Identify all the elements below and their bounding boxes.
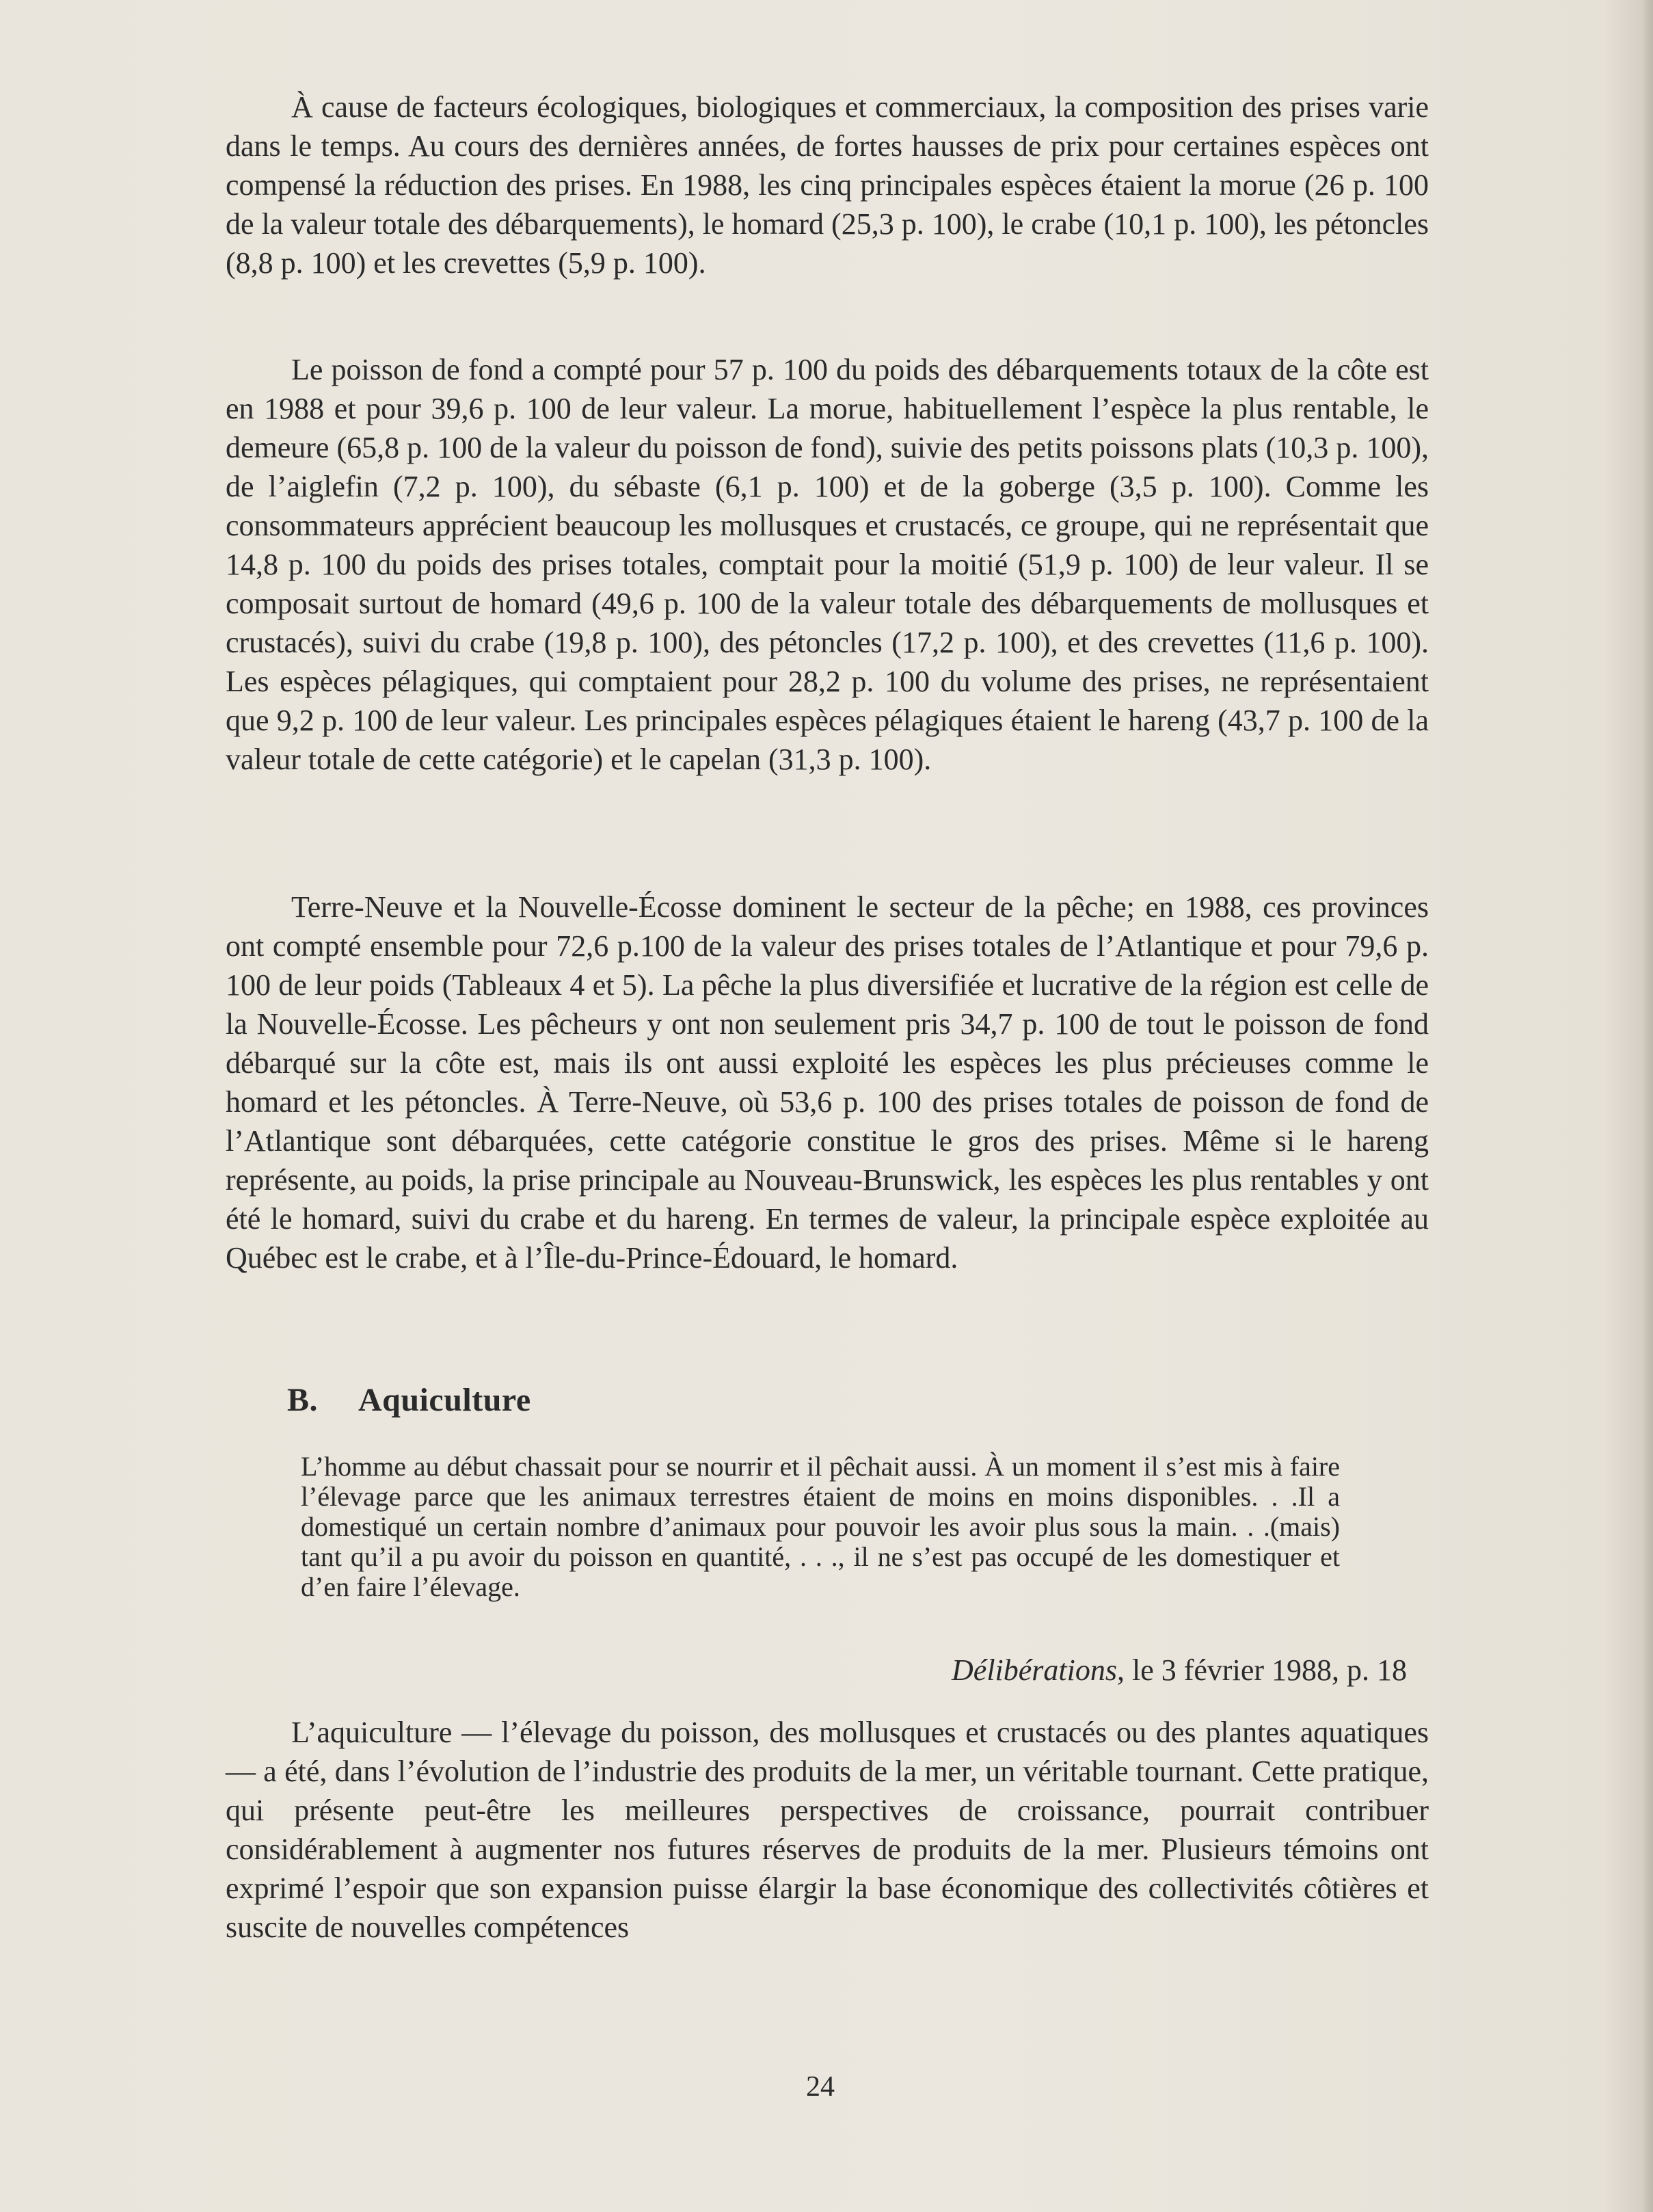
- paragraph-groundfish: Le poisson de fond a compté pour 57 p. 100 du poids des débarquements totaux de la côte est en 1988 et pour 39,6 p. 100 de leur valeur. La morue, habituellement l’espèce la plus rentable, le demeure (65,8 p. 100 de la valeur du poisson de fond), suivie des petits poissons plats (10,3 p. 100), de l’aiglefin (7,2 p. 100), du sébaste (6,1 p. 100) et de la goberge (3,5 p. 100). Comme les consommateurs apprécient beaucoup les mollusques et crustacés, ce groupe, qui ne représentait que 14,8 p. 100 du poids des prises totales, comptait pour la moitié (51,9 p. 100) de leur valeur. Il se composait surtout de homard (49,6 p. 100 de la valeur totale des débarquements de mollusques et crustacés), suivi du crabe (19,8 p. 100), des pétoncles (17,2 p. 100), et des crevettes (11,6 p. 100). Les espèces pélagiques, qui comptaient pour 28,2 p. 100 du volume des prises, ne représentaient que 9,2 p. 100 de leur valeur. Les principales espèces pélagiques étaient le hareng (43,7 p. 100 de la valeur totale de cette catégorie) et le capelan (31,3 p. 100).: [226, 353, 1429, 776]
- section-title: Aquiculture: [358, 1382, 531, 1418]
- paragraph-catch-composition: À cause de facteurs écologiques, biologiques et commerciaux, la composition des prises varie dans le temps. Au cours des dernières années, de fortes hausses de prix pour certaines espèces ont compensé la réduction des prises. En 1988, les cinq principales espèces étaient la morue (26 p. 100 de la valeur totale des débarquements), le homard (25,3 p. 100), le crabe (10,1 p. 100), les pétoncles (8,8 p. 100) et les crevettes (5,9 p. 100).: [226, 90, 1429, 280]
- page-number: 24: [806, 2071, 835, 2103]
- citation-details: , le 3 février 1988, p. 18: [1117, 1653, 1407, 1687]
- paragraph-provinces: Terre-Neuve et la Nouvelle-Écosse dominent le secteur de la pêche; en 1988, ces provinces ont compté ensemble pour 72,6 p.100 de la valeur des prises totales de l’Atlantique et pour 79,6 p. 100 de leur poids (Tableaux 4 et 5). La pêche la plus diversifiée et lucrative de la région est celle de la Nouvelle-Écosse. Les pêcheurs y ont non seulement pris 34,7 p. 100 de tout le poisson de fond débarqué sur la côte est, mais ils ont aussi exploité les espèces les plus précieuses comme le homard et les pétoncles. À Terre-Neuve, où 53,6 p. 100 des prises totales de poisson de fond de l’Atlantique sont débarquées, cette catégorie constitue le gros des prises. Même si le hareng représente, au poids, la prise principale au Nouveau-Brunswick, les espèces les plus rentables y ont été le homard, suivi du crabe et du hareng. En termes de valeur, la principale espèce exploitée au Québec est le crabe, et à l’Île-du-Prince-Édouard, le homard.: [226, 890, 1429, 1275]
- block-quote: L’homme au début chassait pour se nourrir et il pêchait aussi. À un moment il s’est mis à faire l’élevage parce que les animaux terrestres étaient de moins en moins disponibles. . .Il a domestiqué un certain nombre d’animaux pour pouvoir les avoir plus sous la main. . .(mais) tant qu’il a pu avoir du poisson en quantité, . . ., il ne s’est pas occupé de les domestiquer et d’en faire l’élevage.: [301, 1451, 1340, 1602]
- quote-citation: [952, 1653, 1407, 1688]
- page-edge-shadow: [1641, 0, 1653, 2212]
- section-heading-aquiculture: [287, 1381, 531, 1419]
- citation-work-title: Délibérations: [952, 1653, 1117, 1687]
- section-number: B.: [287, 1382, 319, 1418]
- paragraph-aquiculture-intro: L’aquiculture — l’élevage du poisson, des mollusques et crustacés ou des plantes aquatiques — a été, dans l’évolution de l’industrie des produits de la mer, un véritable tournant. Cette pratique, qui présente peut-être les meilleures perspectives de croissance, pourrait contribuer considérablement à augmenter nos futures réserves de produits de la mer. Plusieurs témoins ont exprimé l’espoir que son expansion puisse élargir la base économique des collectivités côtières et suscite de nouvelles compétences: [226, 1716, 1429, 1944]
